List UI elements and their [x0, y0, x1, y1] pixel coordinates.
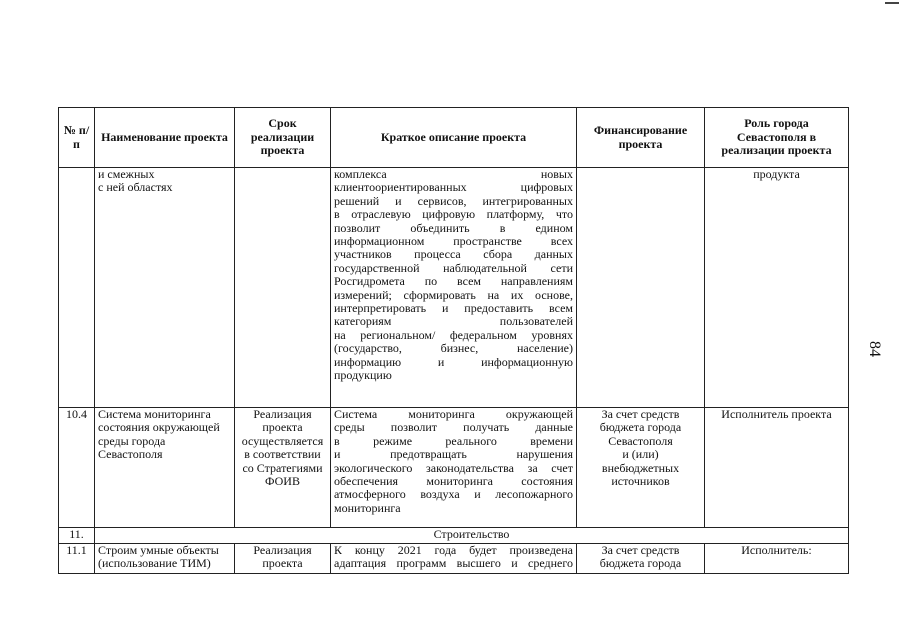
table-header-row [59, 108, 849, 168]
name-line: Севастополя [98, 447, 163, 462]
term-line: Реализация [253, 407, 312, 421]
desc-line: позволит объединить в едином [334, 220, 573, 235]
desc-line: участников процесса сбора данных [334, 247, 573, 262]
scan-mark [885, 2, 899, 4]
term-line: Реализация [253, 543, 312, 557]
desc-line: клиентоориентированных цифровых [334, 180, 573, 195]
row-financing [577, 168, 705, 408]
header-role: Роль города Севастополя в реализации проекта [705, 108, 849, 168]
header-num: № п/п [59, 108, 95, 168]
desc-line: интерпретировать и предоставить всем [334, 301, 573, 316]
term-line: со Стратегиями [242, 460, 323, 475]
desc-line: среды позволит получать данные [334, 420, 573, 435]
name-line: с ней областях [98, 180, 173, 195]
row-name [95, 408, 235, 528]
row-description [331, 544, 577, 574]
section-row [59, 528, 849, 544]
role-line: продукта [753, 167, 800, 181]
desc-line: информационном пространстве всех [334, 234, 573, 249]
fin-line: бюджета города [599, 556, 682, 571]
term-line: ФОИВ [265, 474, 300, 489]
term-line: проекта [262, 556, 303, 571]
row-term [235, 544, 331, 574]
desc-line: атмосферного воздуха и лесопожарного [334, 487, 573, 502]
term-line: осуществляется [241, 433, 324, 448]
row-role [705, 544, 849, 574]
table-row [59, 168, 849, 408]
role-line: Исполнитель: [741, 543, 812, 557]
term-line: в соответствии [244, 447, 321, 462]
row-role [705, 408, 849, 528]
header-financing: Финансирование проекта [577, 108, 705, 168]
desc-line: Система мониторинга окружающей [334, 407, 573, 421]
desc-line: (государство, бизнес, население) [334, 341, 573, 356]
row-term [235, 408, 331, 528]
desc-line: обеспечения мониторинга состояния [334, 474, 573, 489]
fin-line: и (или) [622, 447, 659, 462]
name-line: (использование ТИМ) [98, 556, 211, 571]
row-description [331, 408, 577, 528]
page-number: 84 [866, 341, 883, 357]
desc-line: комплекса новых [334, 167, 573, 181]
desc-line: государственной наблюдательной сети [334, 260, 573, 275]
row-num [59, 168, 95, 408]
fin-line: бюджета города [599, 420, 682, 435]
name-line: Система мониторинга [98, 407, 211, 421]
row-name [95, 544, 235, 574]
desc-line: в отраслевую цифровую платформу, что [334, 207, 573, 222]
row-financing [577, 408, 705, 528]
header-description: Краткое описание проекта [331, 108, 577, 168]
row-num: 11.1 [59, 544, 95, 574]
desc-line: категориям пользователей [334, 314, 573, 329]
desc-line: измерений; сформировать на их основе, [334, 287, 573, 302]
desc-line: продукцию [334, 368, 392, 383]
row-term [235, 168, 331, 408]
desc-line: адаптация программ высшего и среднего [334, 556, 573, 571]
desc-line: решений и сервисов, интегрированных [334, 193, 573, 208]
fin-line: источников [611, 474, 670, 489]
header-term: Срок реализации проекта [235, 108, 331, 168]
fin-line: За счет средств [601, 543, 680, 557]
desc-line: мониторинга [334, 500, 401, 515]
desc-line: Росгидромета по всем направлениям [334, 274, 573, 289]
name-line: среды города [98, 433, 166, 448]
section-num: 11. [59, 528, 95, 544]
header-name: Наименование проекта [95, 108, 235, 168]
desc-line: К концу 2021 года будет произведена [334, 543, 573, 557]
table-row [59, 408, 849, 528]
section-title: Строительство [95, 528, 849, 544]
term-line: проекта [262, 420, 303, 435]
row-name [95, 168, 235, 408]
row-financing [577, 544, 705, 574]
fin-line: внебюджетных [601, 460, 680, 475]
desc-line: информацию и информационную [334, 354, 573, 369]
row-num: 10.4 [59, 408, 95, 528]
role-line: Исполнитель проекта [721, 407, 832, 421]
table-row [59, 544, 849, 574]
name-line: и смежных [98, 167, 155, 181]
row-description [331, 168, 577, 408]
projects-table [58, 107, 849, 574]
fin-line: За счет средств [601, 407, 680, 421]
name-line: состояния окружающей [98, 420, 220, 435]
row-role [705, 168, 849, 408]
desc-line: на региональном/ федеральном уровнях [334, 327, 573, 342]
name-line: Строим умные объекты [98, 543, 219, 557]
desc-line: и предотвращать нарушения [334, 447, 573, 462]
desc-line: в режиме реального времени [334, 433, 573, 448]
fin-line: Севастополя [608, 433, 673, 448]
desc-line: экологического законодательства за счет [334, 460, 573, 475]
